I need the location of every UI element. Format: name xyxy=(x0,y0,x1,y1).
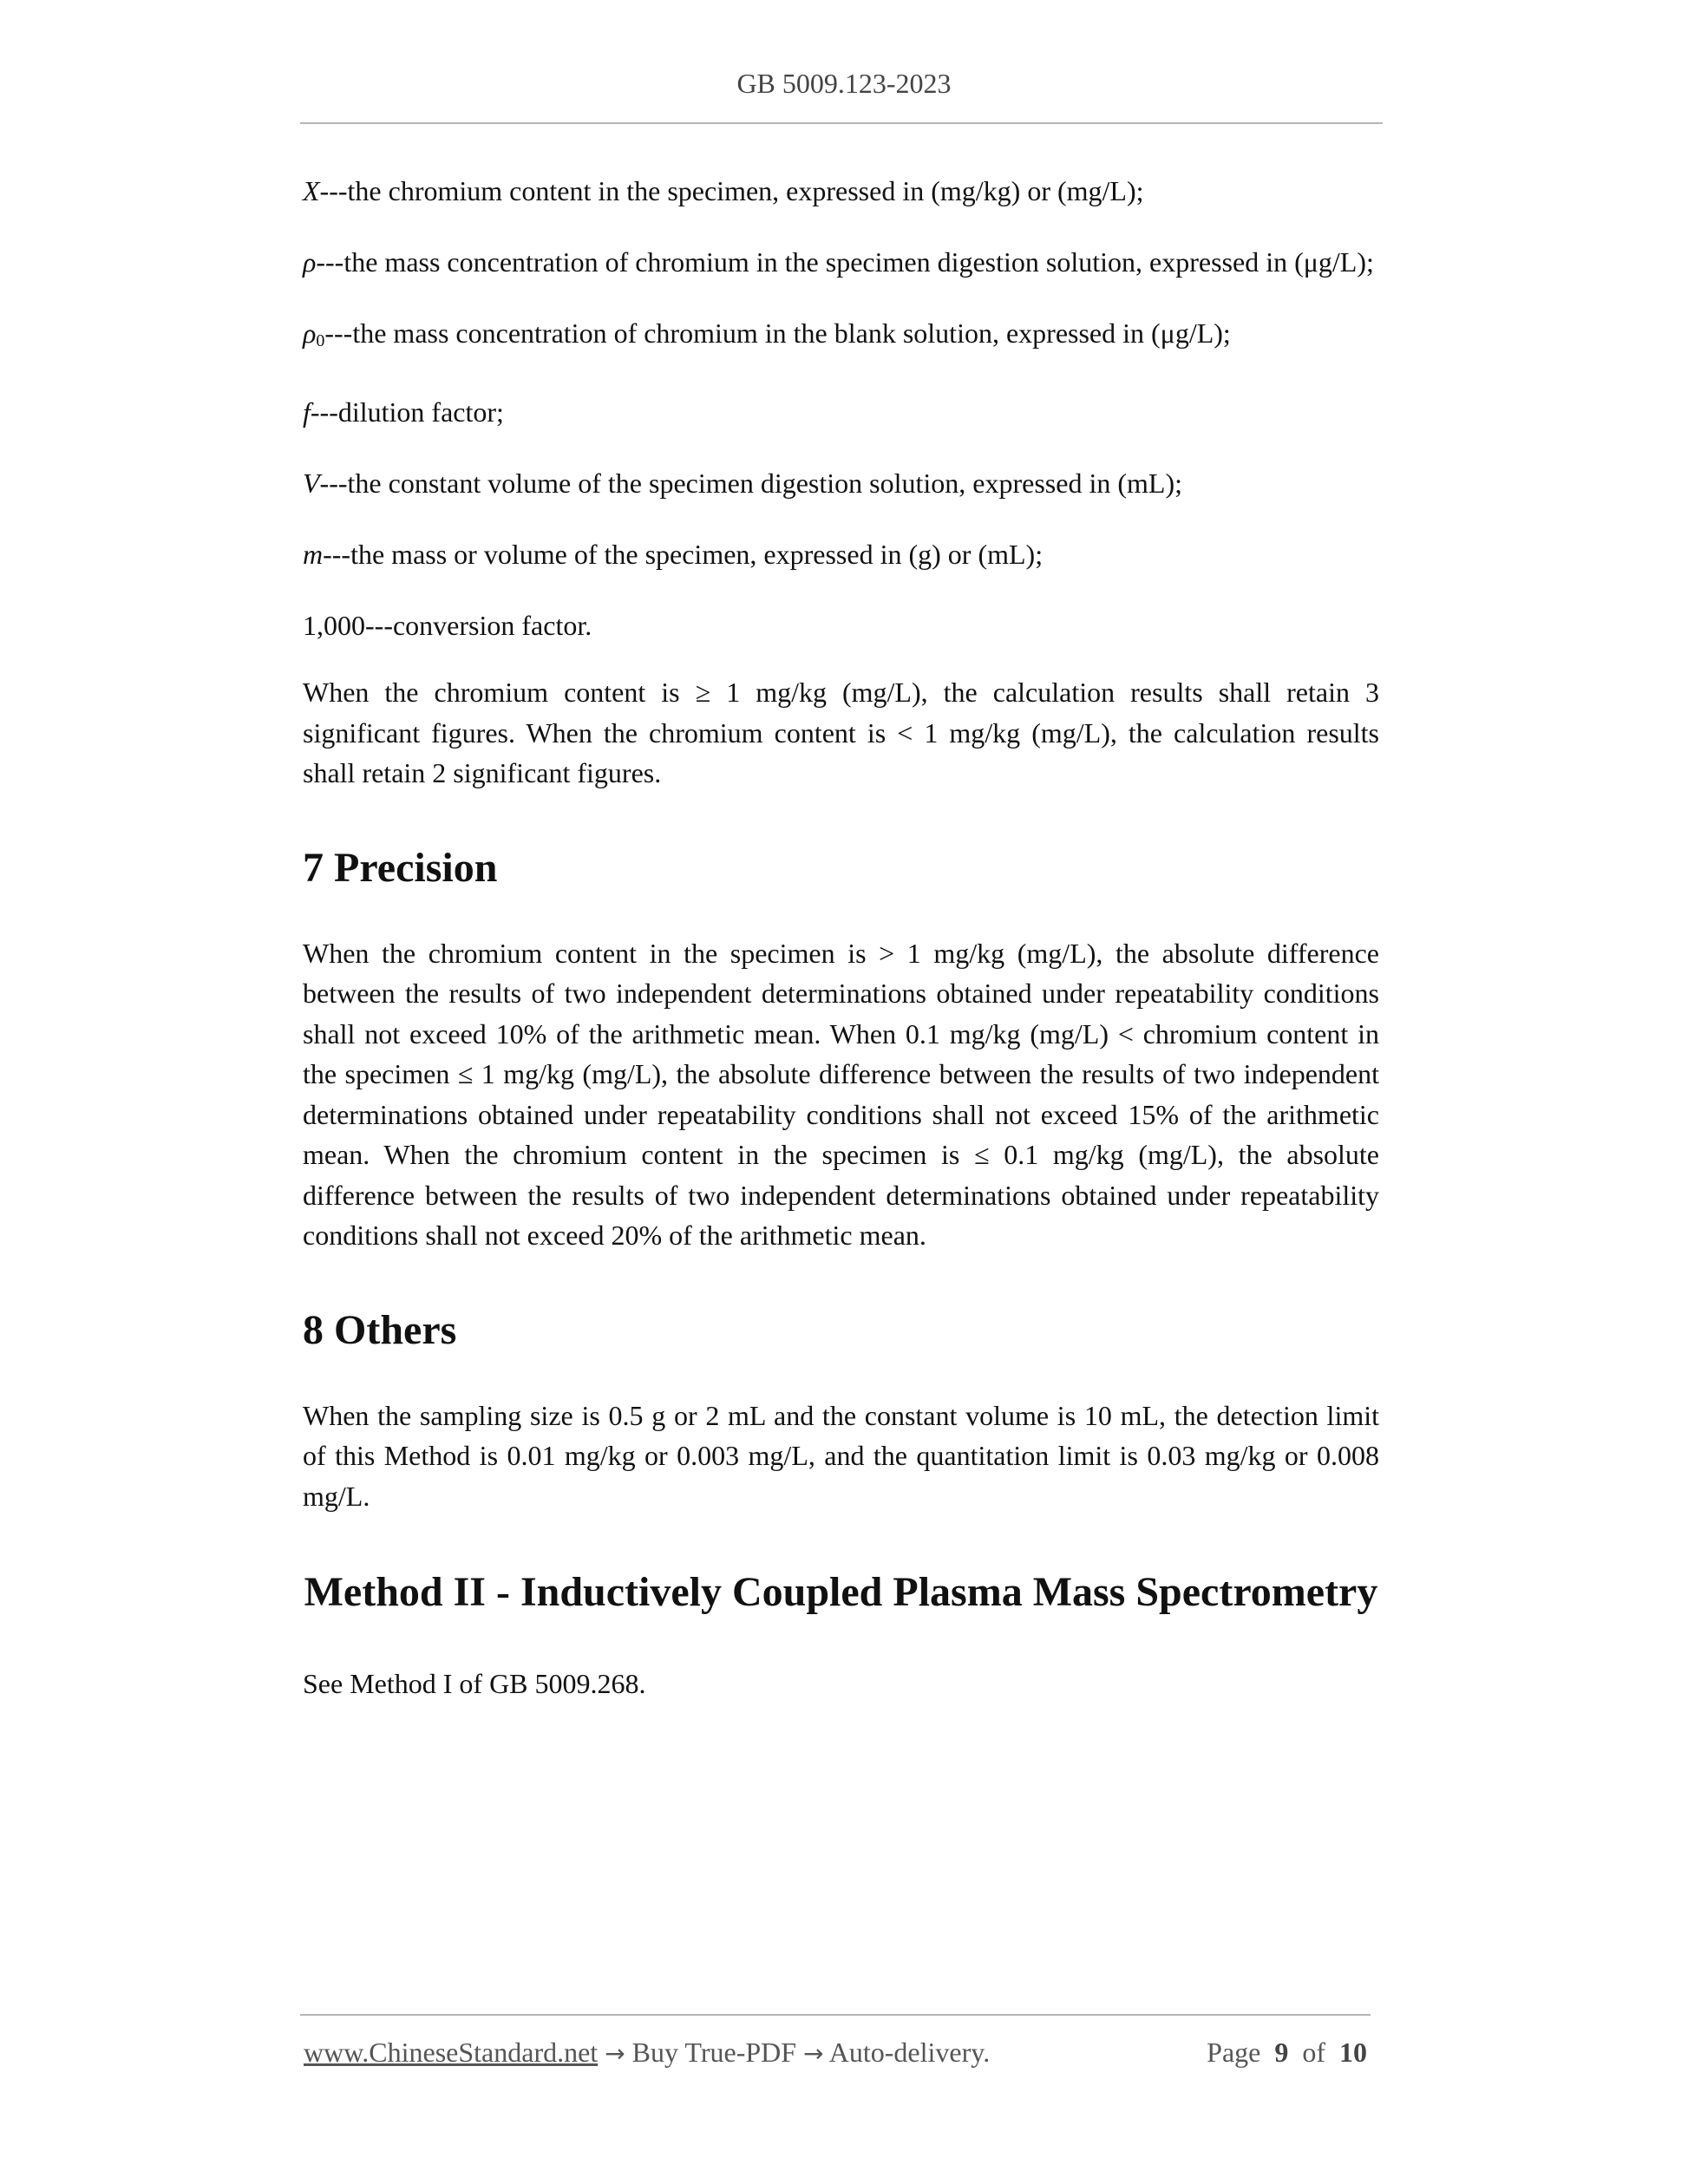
definition-subscript: 0 xyxy=(316,331,325,350)
arrow-right-icon: → xyxy=(605,2039,625,2068)
section-heading-others: 8 Others xyxy=(303,1306,457,1353)
header-divider xyxy=(300,122,1383,124)
definition-symbol: ρ xyxy=(303,317,317,349)
precision-paragraph: When the chromium content in the specimen is > 1 mg/kg (mg/L), the absolute difference between the results of two independent determinations obtained under repeatability conditions shall not exceed 10% of the arithmetic mean. When 0.1 mg/kg (mg/L) < chromium content in the specimen ≤ 1 mg/kg (mg/L), the absolute difference between the results of two independent determinations obtained under repeatability conditions shall not exceed 15% of the arithmetic mean. When the chromium content in the specimen is ≤ 0.1 mg/kg (mg/L), the absolute difference between the results of two independent determinations obtained under repeatability conditions shall not exceed 20% of the arithmetic mean. xyxy=(303,937,1379,1251)
page-label: Page xyxy=(1207,2037,1261,2068)
arrow-right-icon: → xyxy=(803,2039,824,2068)
definition-text: ---the mass concentration of chromium in the specimen digestion solution, expressed in (μg/L); xyxy=(316,246,1374,278)
auto-delivery-text: Auto-delivery. xyxy=(828,2037,991,2068)
definition-f xyxy=(303,391,1379,433)
definition-text: ---dilution factor; xyxy=(310,396,504,428)
definition-v xyxy=(303,462,1379,504)
definition-symbol: X xyxy=(303,175,320,206)
definition-text: ---the mass concentration of chromium in the blank solution, expressed in (μg/L); xyxy=(324,317,1231,349)
definition-symbol: V xyxy=(303,468,320,499)
definition-m xyxy=(303,533,1379,575)
of-label: of xyxy=(1302,2037,1325,2068)
method-two-paragraph: See Method I of GB 5009.268. xyxy=(303,1668,646,1699)
footer-promo xyxy=(304,2037,990,2069)
page-content xyxy=(303,170,1379,1704)
result-note-paragraph: When the chromium content is ≥ 1 mg/kg (mg/L), the calculation results shall retain 3 significant figures. When the chromium content is < 1 mg/kg (mg/L), the calculation results shall retain 2 significant figures. xyxy=(303,677,1379,788)
buy-pdf-text: Buy True-PDF xyxy=(631,2037,797,2068)
website-link[interactable]: www.ChineseStandard.net xyxy=(304,2037,599,2068)
page-number xyxy=(1207,2037,1367,2069)
footer-divider xyxy=(300,2014,1371,2016)
definition-x xyxy=(303,170,1379,212)
definition-text: ---the mass or volume of the specimen, expressed in (g) or (mL); xyxy=(323,539,1044,570)
definition-symbol: m xyxy=(303,539,324,570)
section-heading-precision: 7 Precision xyxy=(303,844,498,891)
definition-conversion xyxy=(303,605,1379,646)
definition-text: ---the constant volume of the specimen digestion solution, expressed in (mL); xyxy=(319,468,1182,499)
current-page-number: 9 xyxy=(1274,2037,1289,2068)
definition-symbol: f xyxy=(303,396,311,428)
document-header-title: GB 5009.123-2023 xyxy=(736,68,952,99)
definition-rho xyxy=(303,241,1379,283)
total-pages-number: 10 xyxy=(1339,2037,1367,2068)
definition-text: ---the chromium content in the specimen, expressed in (mg/kg) or (mg/L); xyxy=(319,175,1144,206)
definition-rho0 xyxy=(303,312,1379,362)
others-paragraph: When the sampling size is 0.5 g or 2 mL and the constant volume is 10 mL, the detection limit of this Method is 0.01 mg/kg or 0.003 mg/L, and the quantitation limit is 0.03 mg/kg or 0.008 mg/L. xyxy=(303,1399,1379,1512)
definition-symbol: ρ xyxy=(303,246,317,278)
definition-text: 1,000---conversion factor. xyxy=(303,610,592,641)
method-two-heading: Method II - Inductively Coupled Plasma Mass Spectrometry xyxy=(304,1569,1378,1615)
